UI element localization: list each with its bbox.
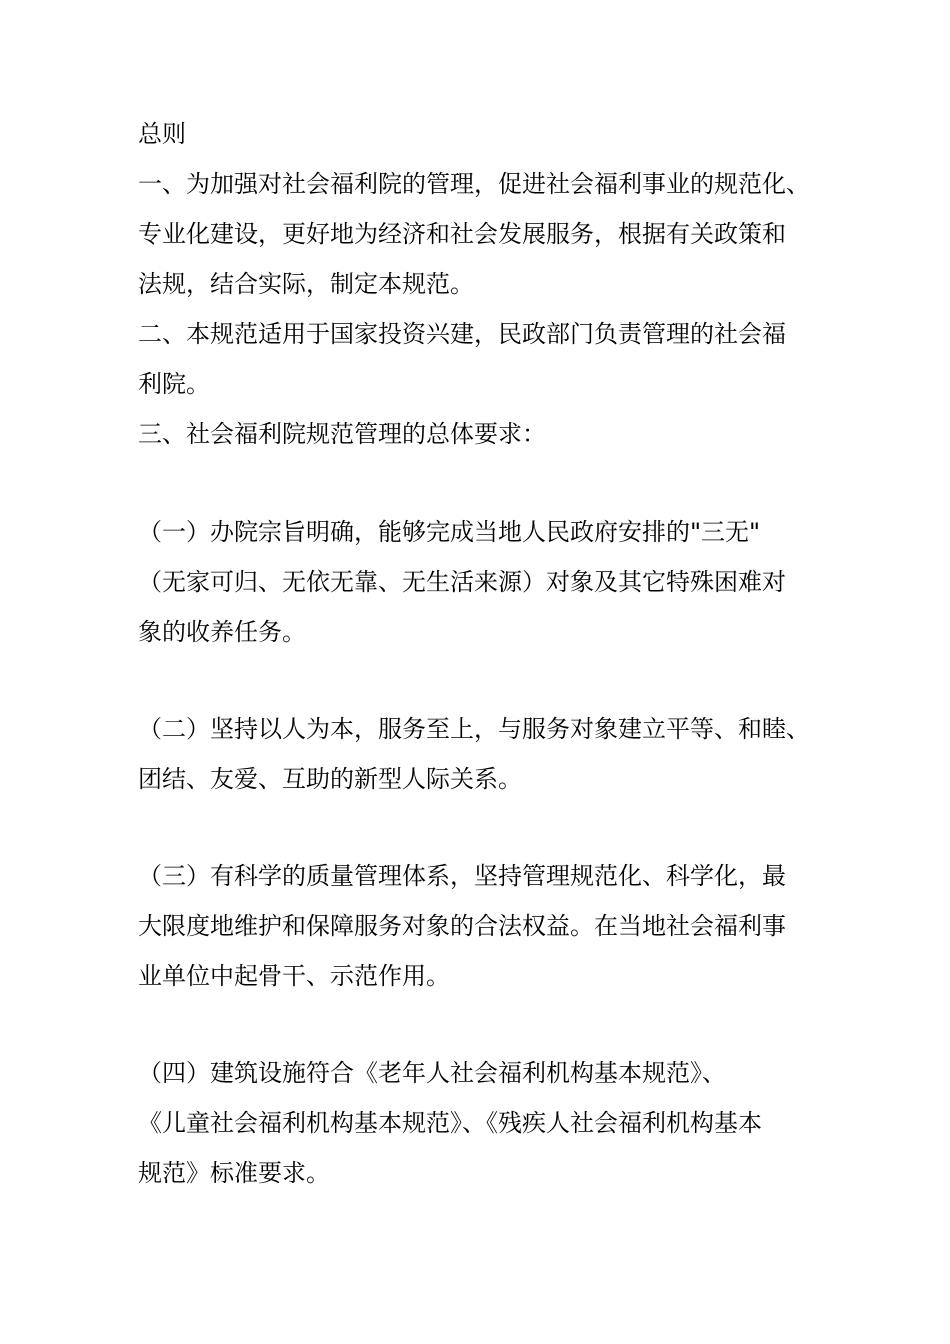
paragraph-line: 利院。 bbox=[138, 370, 210, 398]
paragraph-line: （四）建筑设施符合《老年人社会福利机构基本规范》、 bbox=[138, 1059, 726, 1087]
paragraph-line: 业单位中起骨干、示范作用。 bbox=[138, 962, 450, 990]
paragraph-line: （三）有科学的质量管理体系，坚持管理规范化、科学化，最 bbox=[138, 862, 786, 890]
paragraph-line: 《儿童社会福利机构基本规范》、《残疾人社会福利机构基本 bbox=[138, 1109, 762, 1137]
paragraph-line: 法规，结合实际，制定本规范。 bbox=[138, 270, 474, 298]
paragraph-line: 象的收养任务。 bbox=[138, 618, 306, 646]
paragraph-line: （无家可归、无依无靠、无生活来源）对象及其它特殊困难对 bbox=[138, 568, 786, 596]
paragraph-line: 规范》标准要求。 bbox=[138, 1159, 330, 1187]
paragraph-line: 一、为加强对社会福利院的管理，促进社会福利事业的规范化、 bbox=[138, 170, 810, 198]
paragraph-line: （一）办院宗旨明确，能够完成当地人民政府安排的"三无" bbox=[138, 518, 761, 546]
paragraph-line: 二、本规范适用于国家投资兴建，民政部门负责管理的社会福 bbox=[138, 320, 786, 348]
paragraph-line: （二）坚持以人为本，服务至上，与服务对象建立平等、和睦、 bbox=[138, 715, 810, 743]
document-heading: 总则 bbox=[138, 120, 186, 148]
paragraph-line: 团结、友爱、互助的新型人际关系。 bbox=[138, 765, 522, 793]
paragraph-line: 大限度地维护和保障服务对象的合法权益。在当地社会福利事 bbox=[138, 912, 786, 940]
paragraph-line: 专业化建设，更好地为经济和社会发展服务，根据有关政策和 bbox=[138, 220, 786, 248]
paragraph-line: 三、社会福利院规范管理的总体要求： bbox=[138, 420, 546, 448]
